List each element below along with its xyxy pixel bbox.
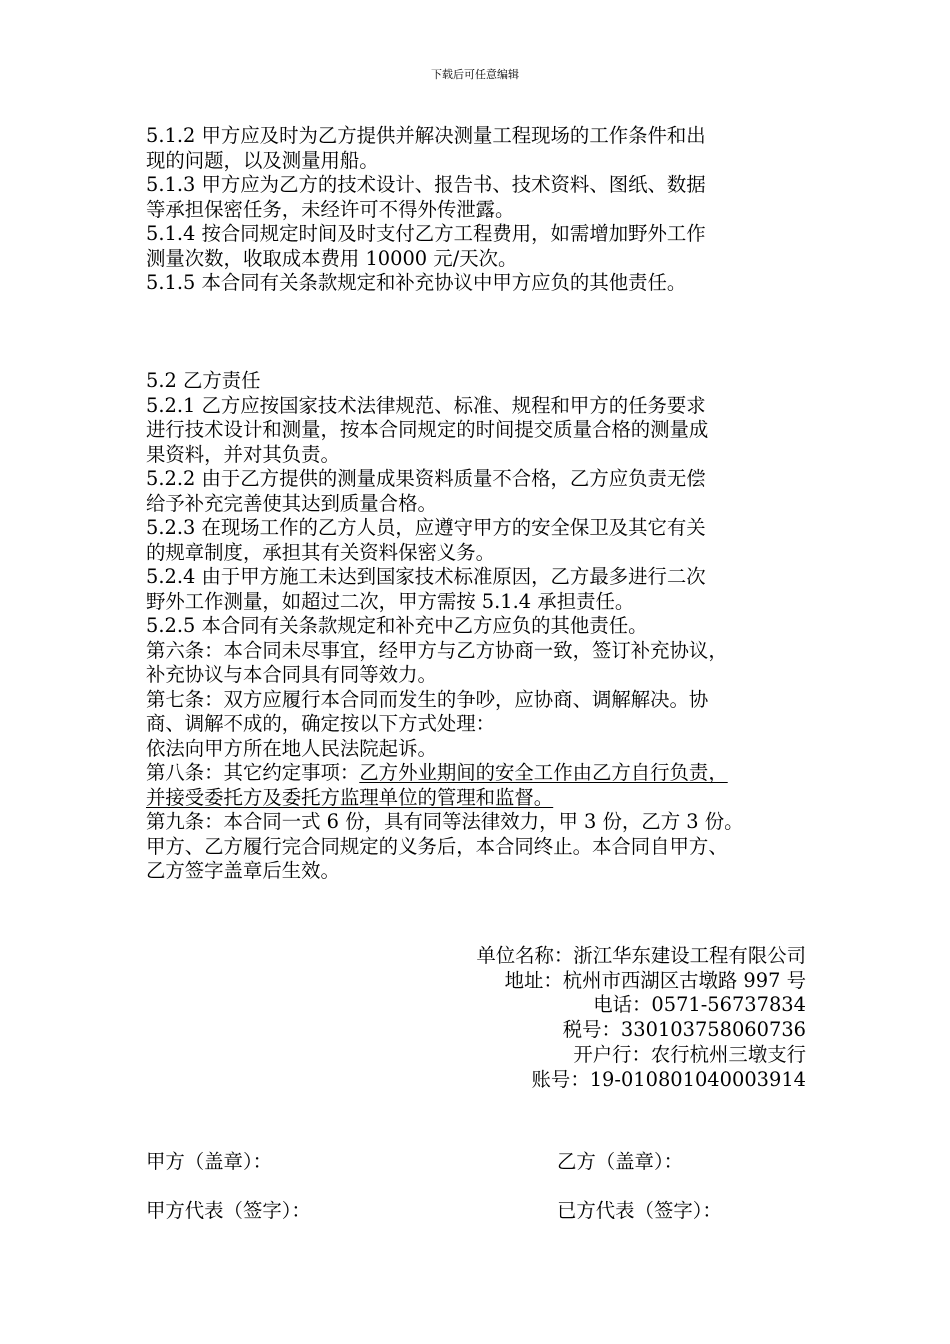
company-name: 单位名称：浙江华东建设工程有限公司 [476,944,806,967]
paragraph-gap [146,296,846,370]
clause-5-1-2-cont: 现的问题，以及测量用船。 [146,148,379,172]
article-6: 第六条：本合同未尽事宜，经甲方与乙方协商一致，签订补充协议， [146,638,728,662]
company-address: 地址：杭州市西湖区古墩路 997 号 [504,968,806,992]
article-8 [146,761,846,786]
article-7-cont: 商、调解不成的，确定按以下方式处理： [146,712,496,735]
company-account: 账号：19-010801040003914 [531,1067,806,1091]
article-7: 第七条：双方应履行本合同而发生的争吵，应协商、调解解决。协 [146,687,709,711]
clause-5-1-5: 5.1.5 本合同有关条款规定和补充协议中甲方应负的其他责任。 [146,271,687,294]
clause-5-2-2: 5.2.2 由于乙方提供的测量成果资料质量不合格，乙方应负责无偿 [146,467,706,490]
clause-5-1-2: 5.1.2 甲方应及时为乙方提供并解决测量工程现场的工作条件和出 [146,124,706,147]
contract-body [146,124,846,884]
article-6-cont: 补充协议与本合同具有同等效力。 [146,663,437,686]
article-9: 第九条：本合同一式 6 份，具有同等法律效力，甲 3 份，乙方 3 份。 [146,810,744,833]
party-a-representative-label: 甲方代表（签字）： [146,1199,311,1222]
article-8-underlined-text-cont: 并接受委托方及委托方监理单位的管理和监督。 [146,785,554,809]
clause-5-2-5: 5.2.5 本合同有关条款规定和补充中乙方应负的其他责任。 [146,614,648,637]
clause-5-2-4: 5.2.4 由于甲方施工未达到国家技术标准原因，乙方最多进行二次 [146,565,706,588]
article-8-underlined-text: 乙方外业期间的安全工作由乙方自行负责， [359,761,728,784]
company-tax-number: 税号：330103758060736 [562,1018,806,1042]
article-8-cont [146,786,846,811]
party-b-seal-label: 乙方（盖章）： [557,1150,684,1173]
article-9-cont2: 乙方签字盖章后生效。 [146,859,340,882]
article-7-resolution: 依法向甲方所在地人民法院起诉。 [146,736,437,760]
clause-5-2-3: 5.2.3 在现场工作的乙方人员，应遵守甲方的安全保卫及其它有关 [146,516,706,539]
party-a-seal-label: 甲方（盖章）： [146,1150,273,1173]
section-5-2-heading: 5.2 乙方责任 [146,369,261,392]
party-b-representative-label: 已方代表（签字）： [557,1199,722,1222]
company-bank: 开户行：农行杭州三墩支行 [573,1042,806,1066]
clause-5-1-4: 5.1.4 按合同规定时间及时支付乙方工程费用，如需增加野外工作 [146,222,706,245]
clause-5-2-1-cont2: 果资料，并对其负责。 [146,442,340,466]
article-8-label: 第八条：其它约定事项： [146,761,360,784]
company-info-block [476,944,806,1092]
clause-5-1-3-cont: 等承担保密任务，未经许可不得外传泄露。 [146,197,515,221]
clause-5-2-2-cont: 给予补充完善使其达到质量合格。 [146,491,437,515]
clause-5-2-1-cont: 进行技术设计和测量，按本合同规定的时间提交质量合格的测量成 [146,418,709,441]
company-phone: 电话：0571-56737834 [593,993,806,1017]
page-header: 下载后可任意编辑 [431,68,519,81]
article-9-cont: 甲方、乙方履行完合同规定的义务后，本合同终止。本合同自甲方、 [146,834,728,858]
clause-5-1-3: 5.1.3 甲方应为乙方的技术设计、报告书、技术资料、图纸、数据 [146,173,706,196]
clause-5-2-3-cont: 的规章制度，承担其有关资料保密义务。 [146,540,496,564]
clause-5-2-4-cont: 野外工作测量，如超过二次，甲方需按 5.1.4 承担责任。 [146,589,635,613]
clause-5-1-4-cont: 测量次数，收取成本费用 10000 元/天次。 [146,246,518,270]
clause-5-2-1: 5.2.1 乙方应按国家技术法律规范、标准、规程和甲方的任务要求 [146,393,706,417]
